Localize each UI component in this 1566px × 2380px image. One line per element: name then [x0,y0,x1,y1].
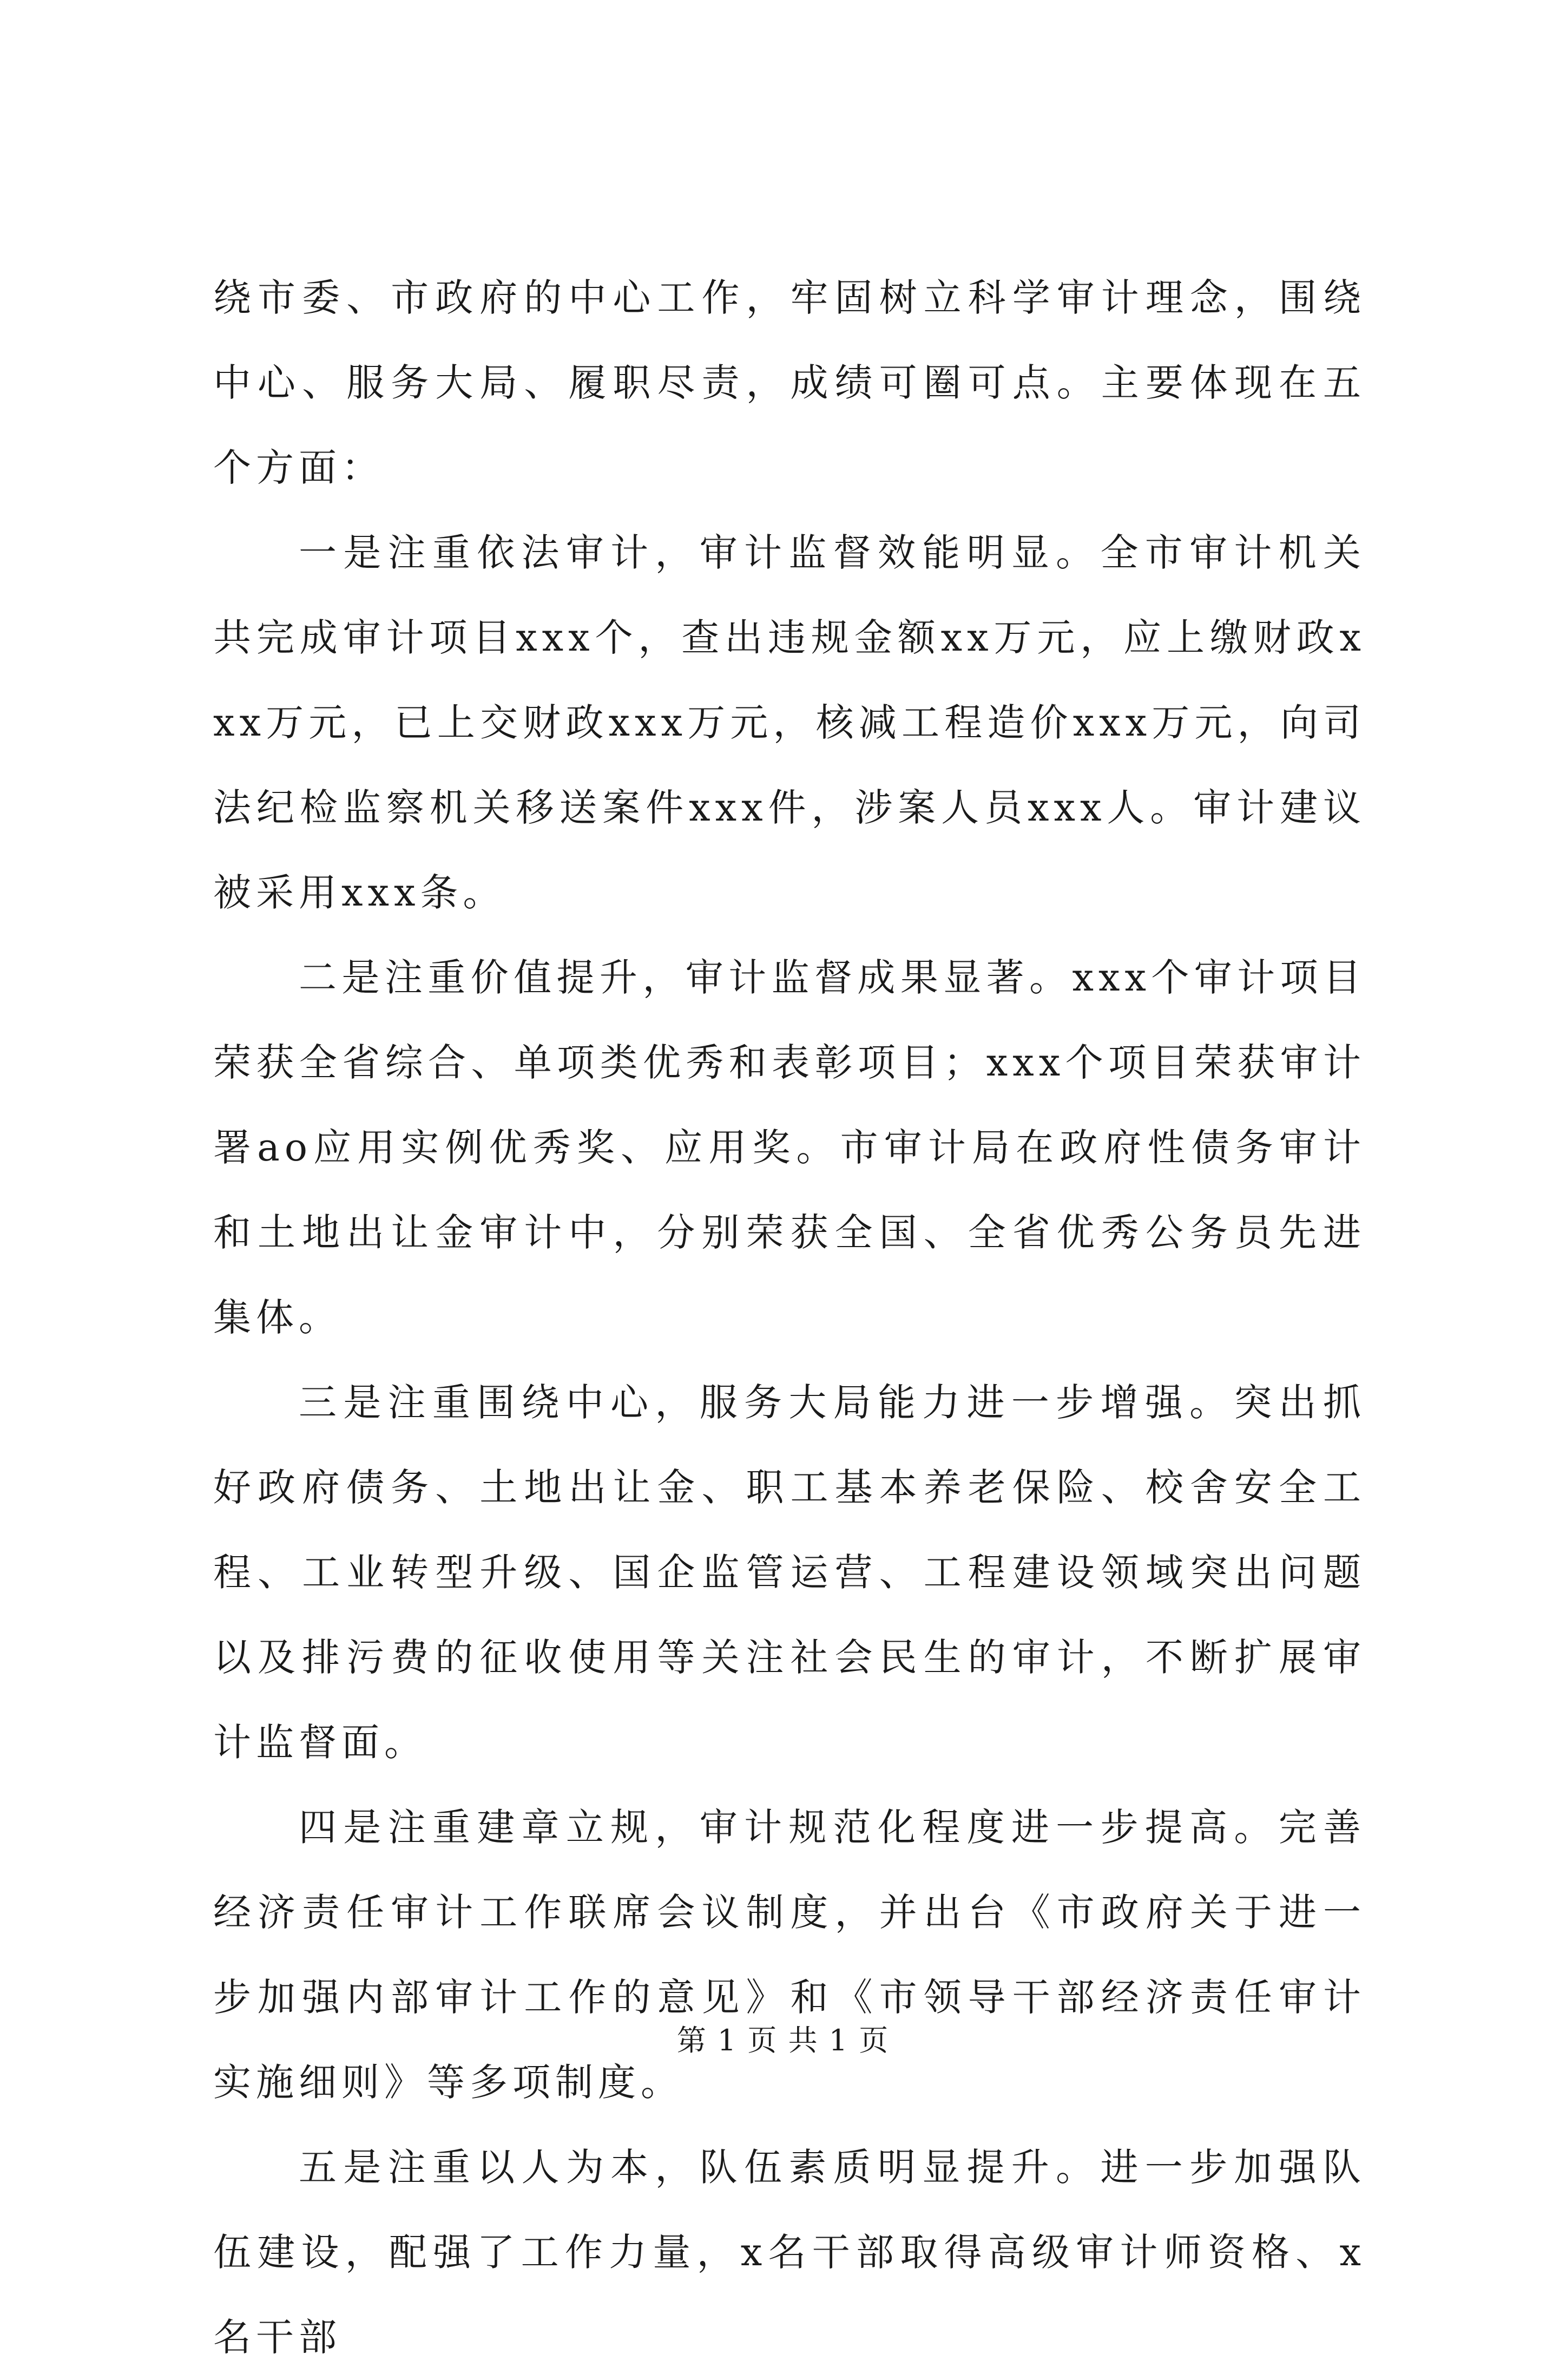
paragraph-intro-continued: 绕市委、市政府的中心工作，牢固树立科学审计理念，围绕中心、服务大局、履职尽责，成绩可圈可点。主要体现在五个方面： [213,276,1366,490]
paragraph-point-5: 五是注重以人为本，队伍素质明显提升。进一步加强队伍建设，配强了工作力量，x名干部取得高级审计师资格、x名干部 [213,2145,1366,2359]
page-number-footer: 第 1 页 共 1 页 [676,2023,890,2057]
paragraph-point-1: 一是注重依法审计，审计监督效能明显。全市审计机关共完成审计项目xxx个，查出违规金额xx万元，应上缴财政xxx万元，已上交财政xxx万元，核减工程造价xxx万元，向司法纪检监察机关移送案件xxx件，涉案人员xxx人。审计建议被采用xxx条。 [213,530,1366,915]
document-body [213,255,1366,2380]
paragraph-point-3: 三是注重围绕中心，服务大局能力进一步增强。突出抓好政府债务、土地出让金、职工基本养老保险、校舍安全工程、工业转型升级、国企监管运营、工程建设领域突出问题以及排污费的征收使用等关注社会民生的审计，不断扩展审计监督面。 [213,1380,1366,1765]
paragraph-point-2: 二是注重价值提升，审计监督成果显著。xxx个审计项目荣获全省综合、单项类优秀和表彰项目；xxx个项目荣获审计署ao应用实例优秀奖、应用奖。市审计局在政府性债务审计和土地出让金审计中，分别荣获全国、全省优秀公务员先进集体。 [213,955,1366,1340]
paragraph-point-4: 四是注重建章立规，审计规范化程度进一步提高。完善经济责任审计工作联席会议制度，并出台《市政府关于进一步加强内部审计工作的意见》和《市领导干部经济责任审计实施细则》等多项制度。 [213,1805,1366,2104]
